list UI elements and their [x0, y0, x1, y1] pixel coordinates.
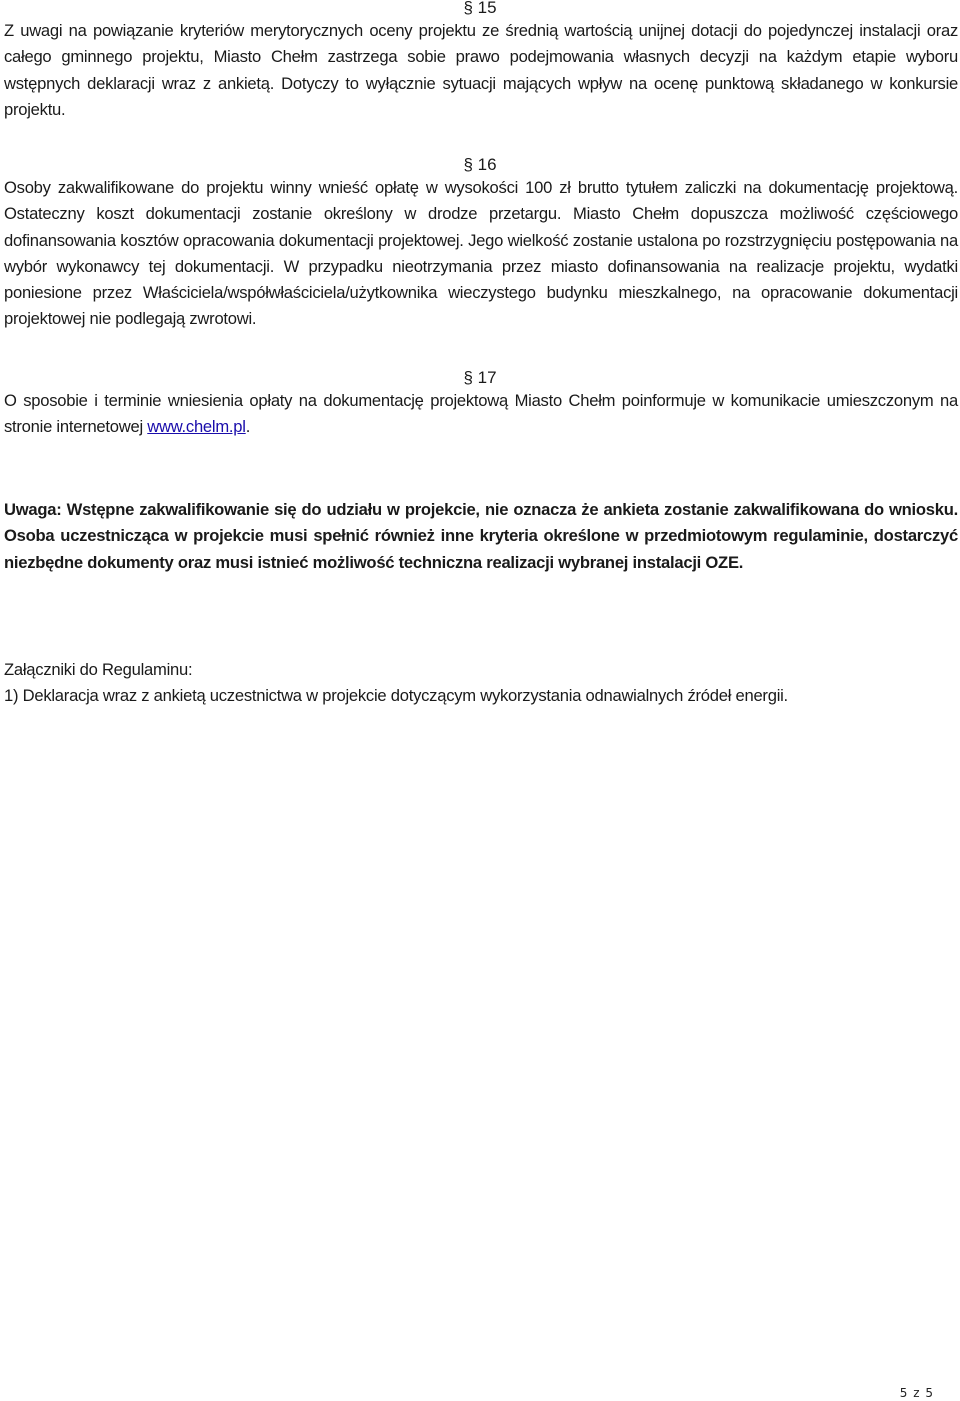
section-number: § 16: [463, 155, 497, 174]
section-16: [0, 155, 960, 333]
website-link[interactable]: www.chelm.pl: [147, 417, 246, 437]
note-paragraph: Uwaga: Wstępne zakwalifikowanie się do udziału w projekcie, nie oznacza że ankieta zostanie zakwalifikowana do wniosku. Osoba uczestnicząca w projekcie musi spełnić również inne kryteria określone w przedmiotowym regulaminie, dostarczyć niezbędne dokumenty oraz musi istnieć możliwość techniczna realizacji wybranej instalacji OZE.: [4, 500, 958, 572]
attachment-item: 1) Deklaracja wraz z ankietą uczestnictwa w projekcie dotyczącym wykorzystania odnawialnych źródeł energii.: [4, 686, 788, 706]
section-paragraph: [0, 388, 960, 441]
section-number: § 17: [463, 368, 497, 387]
section-paragraph: Z uwagi na powiązanie kryteriów merytorycznych oceny projektu ze średnią wartością unijnej dotacji do pojedynczej instalacji oraz całego gminnego projektu, Miasto Chełm zastrzega sobie prawo podejmowania własnych decyzji na każdym etapie wyboru wstępnych deklaracji wraz z ankietą. Dotyczy to wyłącznie sytuacji mających wpływ na ocenę punktową składanego w konkursie projektu.: [4, 21, 958, 119]
paragraph-text-end: .: [245, 417, 251, 437]
section-17: [0, 368, 960, 441]
section-number: § 15: [463, 0, 497, 17]
note-block: [0, 497, 960, 576]
attachments-heading: Załączniki do Regulaminu:: [4, 660, 193, 679]
page-number: 5 z 5: [899, 1386, 934, 1400]
attachments-block: [0, 657, 960, 710]
section-15: [0, 0, 960, 123]
section-paragraph: Osoby zakwalifikowane do projektu winny wnieść opłatę w wysokości 100 zł brutto tytułem zaliczki na dokumentację projektową. Ostateczny koszt dokumentacji zostanie określony w drodze przetargu. Miasto Chełm dopuszcza możliwość częściowego dofinansowania kosztów opracowania dokumentacji projektowej. Jego wielkość zostanie ustalona po rozstrzygnięciu postępowania na wybór wykonawcy tej dokumentacji. W przypadku nieotrzymania przez miasto dofinansowania na realizacje projektu, wydatki poniesione przez Właściciela/współwłaściciela/użytkownika wieczystego budynku mieszkalnego, na opracowanie dokumentacji projektowej nie podlegają zwrotowi.: [4, 178, 958, 329]
paragraph-text: O sposobie i terminie wniesienia opłaty na dokumentację projektową Miasto Chełm poinformuje w komunikacie umieszczonym na stronie internetowej: [4, 391, 958, 437]
